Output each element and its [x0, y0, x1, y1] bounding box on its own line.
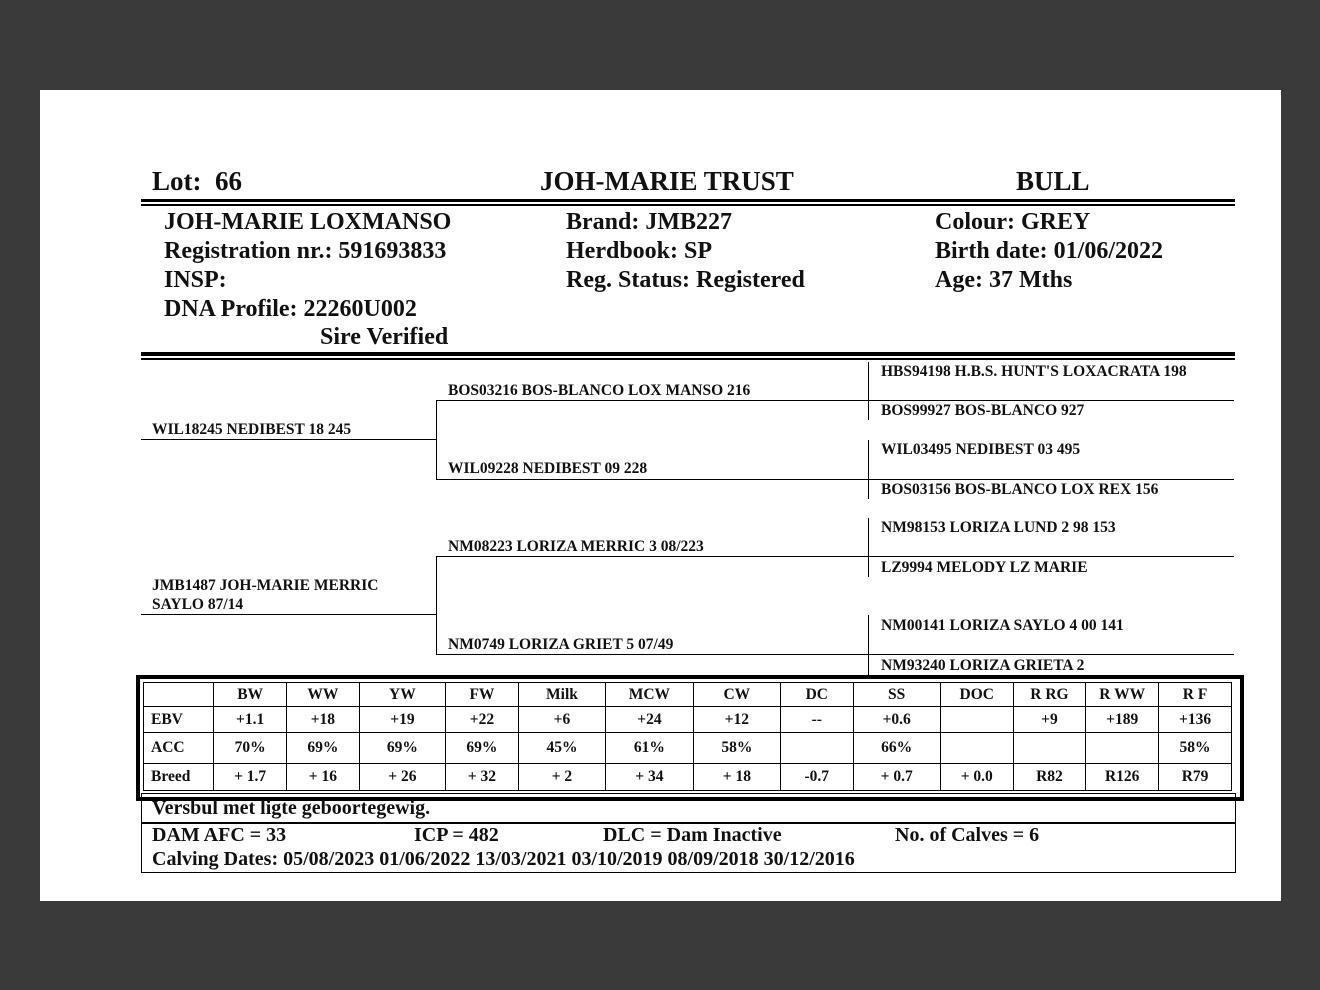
- ebv-header-cell: CW: [693, 683, 780, 707]
- ebv-header-cell: R F: [1159, 683, 1232, 707]
- header-rule-bottom: [141, 204, 1235, 206]
- ggp-name-7: NM00141 LORIZA SAYLO 4 00 141: [881, 617, 1124, 634]
- calving-dates: Calving Dates: 05/08/2023 01/06/2022 13/03/2021 03/10/2019 08/09/2018 30/12/2016: [152, 848, 855, 870]
- sire-sire-line: [436, 400, 869, 401]
- row-label: Breed: [144, 764, 214, 791]
- dam-bracket: [436, 556, 437, 654]
- reg-status: Reg. Status: Registered: [566, 267, 805, 293]
- dam-dam-line: [436, 654, 869, 655]
- ggp-bracket-2: [868, 440, 869, 499]
- ebv-cell: +19: [359, 707, 445, 733]
- lot-label: Lot: 66: [152, 166, 242, 196]
- acc-cell: 69%: [359, 733, 445, 764]
- sire-dam-name: WIL09228 NEDIBEST 09 228: [448, 460, 648, 477]
- dam-sire-line: [436, 556, 869, 557]
- sire-bracket: [436, 400, 437, 479]
- ebv-header-cell: DC: [780, 683, 853, 707]
- ebv-cell: +24: [606, 707, 694, 733]
- info-rule-bottom: [141, 358, 1235, 360]
- ggp-name-8: NM93240 LORIZA GRIETA 2: [881, 657, 1085, 674]
- ebv-cell: --: [780, 707, 853, 733]
- dna-profile: DNA Profile: 22260U002: [164, 296, 417, 322]
- ggp-name-6: LZ9994 MELODY LZ MARIE: [881, 559, 1088, 576]
- acc-cell: 66%: [853, 733, 940, 764]
- dam-sire-name: NM08223 LORIZA MERRIC 3 08/223: [448, 538, 704, 555]
- ebv-header-cell: Milk: [518, 683, 605, 707]
- ggp-line-2: [868, 479, 1234, 480]
- row-label: ACC: [144, 733, 214, 764]
- acc-cell: [1013, 733, 1086, 764]
- ggp-name-3: WIL03495 NEDIBEST 03 495: [881, 441, 1081, 458]
- dam-line: [141, 614, 437, 615]
- ebv-cell: +1.1: [214, 707, 287, 733]
- acc-cell: [1086, 733, 1159, 764]
- breed-cell: + 2: [518, 764, 605, 791]
- sire-name: WIL18245 NEDIBEST 18 245: [152, 421, 352, 438]
- ebv-cell: +18: [287, 707, 360, 733]
- registration-number: Registration nr.: 591693833: [164, 238, 447, 264]
- brand: Brand: JMB227: [566, 209, 733, 235]
- breed-cell: + 26: [359, 764, 445, 791]
- ggp-bracket-4: [868, 615, 869, 675]
- ggp-line-1: [868, 400, 1234, 401]
- ebv-cell: +0.6: [853, 707, 940, 733]
- birth-date: Birth date: 01/06/2022: [935, 238, 1163, 264]
- age: Age: 37 Mths: [935, 267, 1073, 293]
- info-rule-top: [141, 352, 1235, 356]
- ebv-header-cell: [144, 683, 214, 707]
- sire-line: [141, 439, 437, 440]
- ggp-bracket-1: [868, 362, 869, 420]
- animal-name: JOH-MARIE LOXMANSO: [164, 209, 452, 235]
- breed-cell: R126: [1086, 764, 1159, 791]
- sire-dam-line: [436, 479, 869, 480]
- breed-cell: + 0.7: [853, 764, 940, 791]
- acc-cell: 61%: [606, 733, 694, 764]
- breed-cell: + 0.0: [940, 764, 1013, 791]
- number-of-calves: No. of Calves = 6: [895, 824, 1040, 846]
- colour: Colour: GREY: [935, 209, 1091, 235]
- breed-cell: R82: [1013, 764, 1086, 791]
- breed-cell: R79: [1159, 764, 1232, 791]
- ebv-cell: +189: [1086, 707, 1159, 733]
- ebv-header-cell: R WW: [1086, 683, 1159, 707]
- ebv-header-cell: WW: [287, 683, 360, 707]
- dam-name-line1: JMB1487 JOH-MARIE MERRIC: [152, 577, 379, 594]
- breed-cell: + 16: [287, 764, 360, 791]
- ebv-cell: +12: [693, 707, 780, 733]
- breed-cell: + 18: [693, 764, 780, 791]
- icp: ICP = 482: [414, 824, 499, 846]
- ggp-line-3: [868, 556, 1234, 557]
- acc-cell: [780, 733, 853, 764]
- row-label: EBV: [144, 707, 214, 733]
- ebv-cell: +136: [1159, 707, 1232, 733]
- acc-cell: 70%: [214, 733, 287, 764]
- dam-afc: DAM AFC = 33: [152, 824, 287, 846]
- herdbook: Herdbook: SP: [566, 238, 713, 264]
- ebv-header-cell: YW: [359, 683, 445, 707]
- owner-name: JOH-MARIE TRUST: [540, 166, 794, 196]
- acc-row: [144, 733, 1232, 764]
- acc-cell: 69%: [287, 733, 360, 764]
- breed-row: [144, 764, 1232, 791]
- acc-cell: 58%: [693, 733, 780, 764]
- dlc: DLC = Dam Inactive: [603, 824, 782, 846]
- ggp-bracket-3: [868, 518, 869, 577]
- ebv-header-cell: DOC: [940, 683, 1013, 707]
- ebv-header-cell: MCW: [606, 683, 694, 707]
- ebv-header-cell: BW: [214, 683, 287, 707]
- acc-cell: [940, 733, 1013, 764]
- breed-cell: -0.7: [780, 764, 853, 791]
- acc-cell: 69%: [446, 733, 519, 764]
- acc-cell: 58%: [1159, 733, 1232, 764]
- sire-sire-name: BOS03216 BOS-BLANCO LOX MANSO 216: [448, 382, 751, 399]
- ebv-header-row: [144, 683, 1232, 707]
- ebv-header-cell: FW: [446, 683, 519, 707]
- ebv-cell: +9: [1013, 707, 1086, 733]
- ebv-cell: +22: [446, 707, 519, 733]
- dam-name-line2: SAYLO 87/14: [152, 596, 244, 613]
- breed-cell: + 34: [606, 764, 694, 791]
- ebv-cell: +6: [518, 707, 605, 733]
- ebv-row: [144, 707, 1232, 733]
- ggp-line-4: [868, 654, 1234, 655]
- ebv-header-cell: SS: [853, 683, 940, 707]
- comment-text: Versbul met ligte geboortegewig.: [152, 797, 431, 819]
- sire-verified: Sire Verified: [320, 324, 449, 350]
- insp-label: INSP:: [164, 267, 227, 293]
- ebv-header-cell: R RG: [1013, 683, 1086, 707]
- header-rule-top: [141, 199, 1235, 202]
- ggp-name-1: HBS94198 H.B.S. HUNT'S LOXACRATA 198: [881, 363, 1187, 380]
- ebv-table: [143, 682, 1232, 791]
- ggp-name-4: BOS03156 BOS-BLANCO LOX REX 156: [881, 481, 1159, 498]
- ggp-name-5: NM98153 LORIZA LUND 2 98 153: [881, 519, 1116, 536]
- catalogue-page: [40, 90, 1281, 901]
- acc-cell: 45%: [518, 733, 605, 764]
- lot-number: 66: [215, 166, 242, 196]
- breed-cell: + 1.7: [214, 764, 287, 791]
- dam-dam-name: NM0749 LORIZA GRIET 5 07/49: [448, 636, 674, 653]
- ebv-cell: [940, 707, 1013, 733]
- ggp-name-2: BOS99927 BOS-BLANCO 927: [881, 402, 1085, 419]
- breed-cell: + 32: [446, 764, 519, 791]
- sex-label: BULL: [1016, 166, 1090, 196]
